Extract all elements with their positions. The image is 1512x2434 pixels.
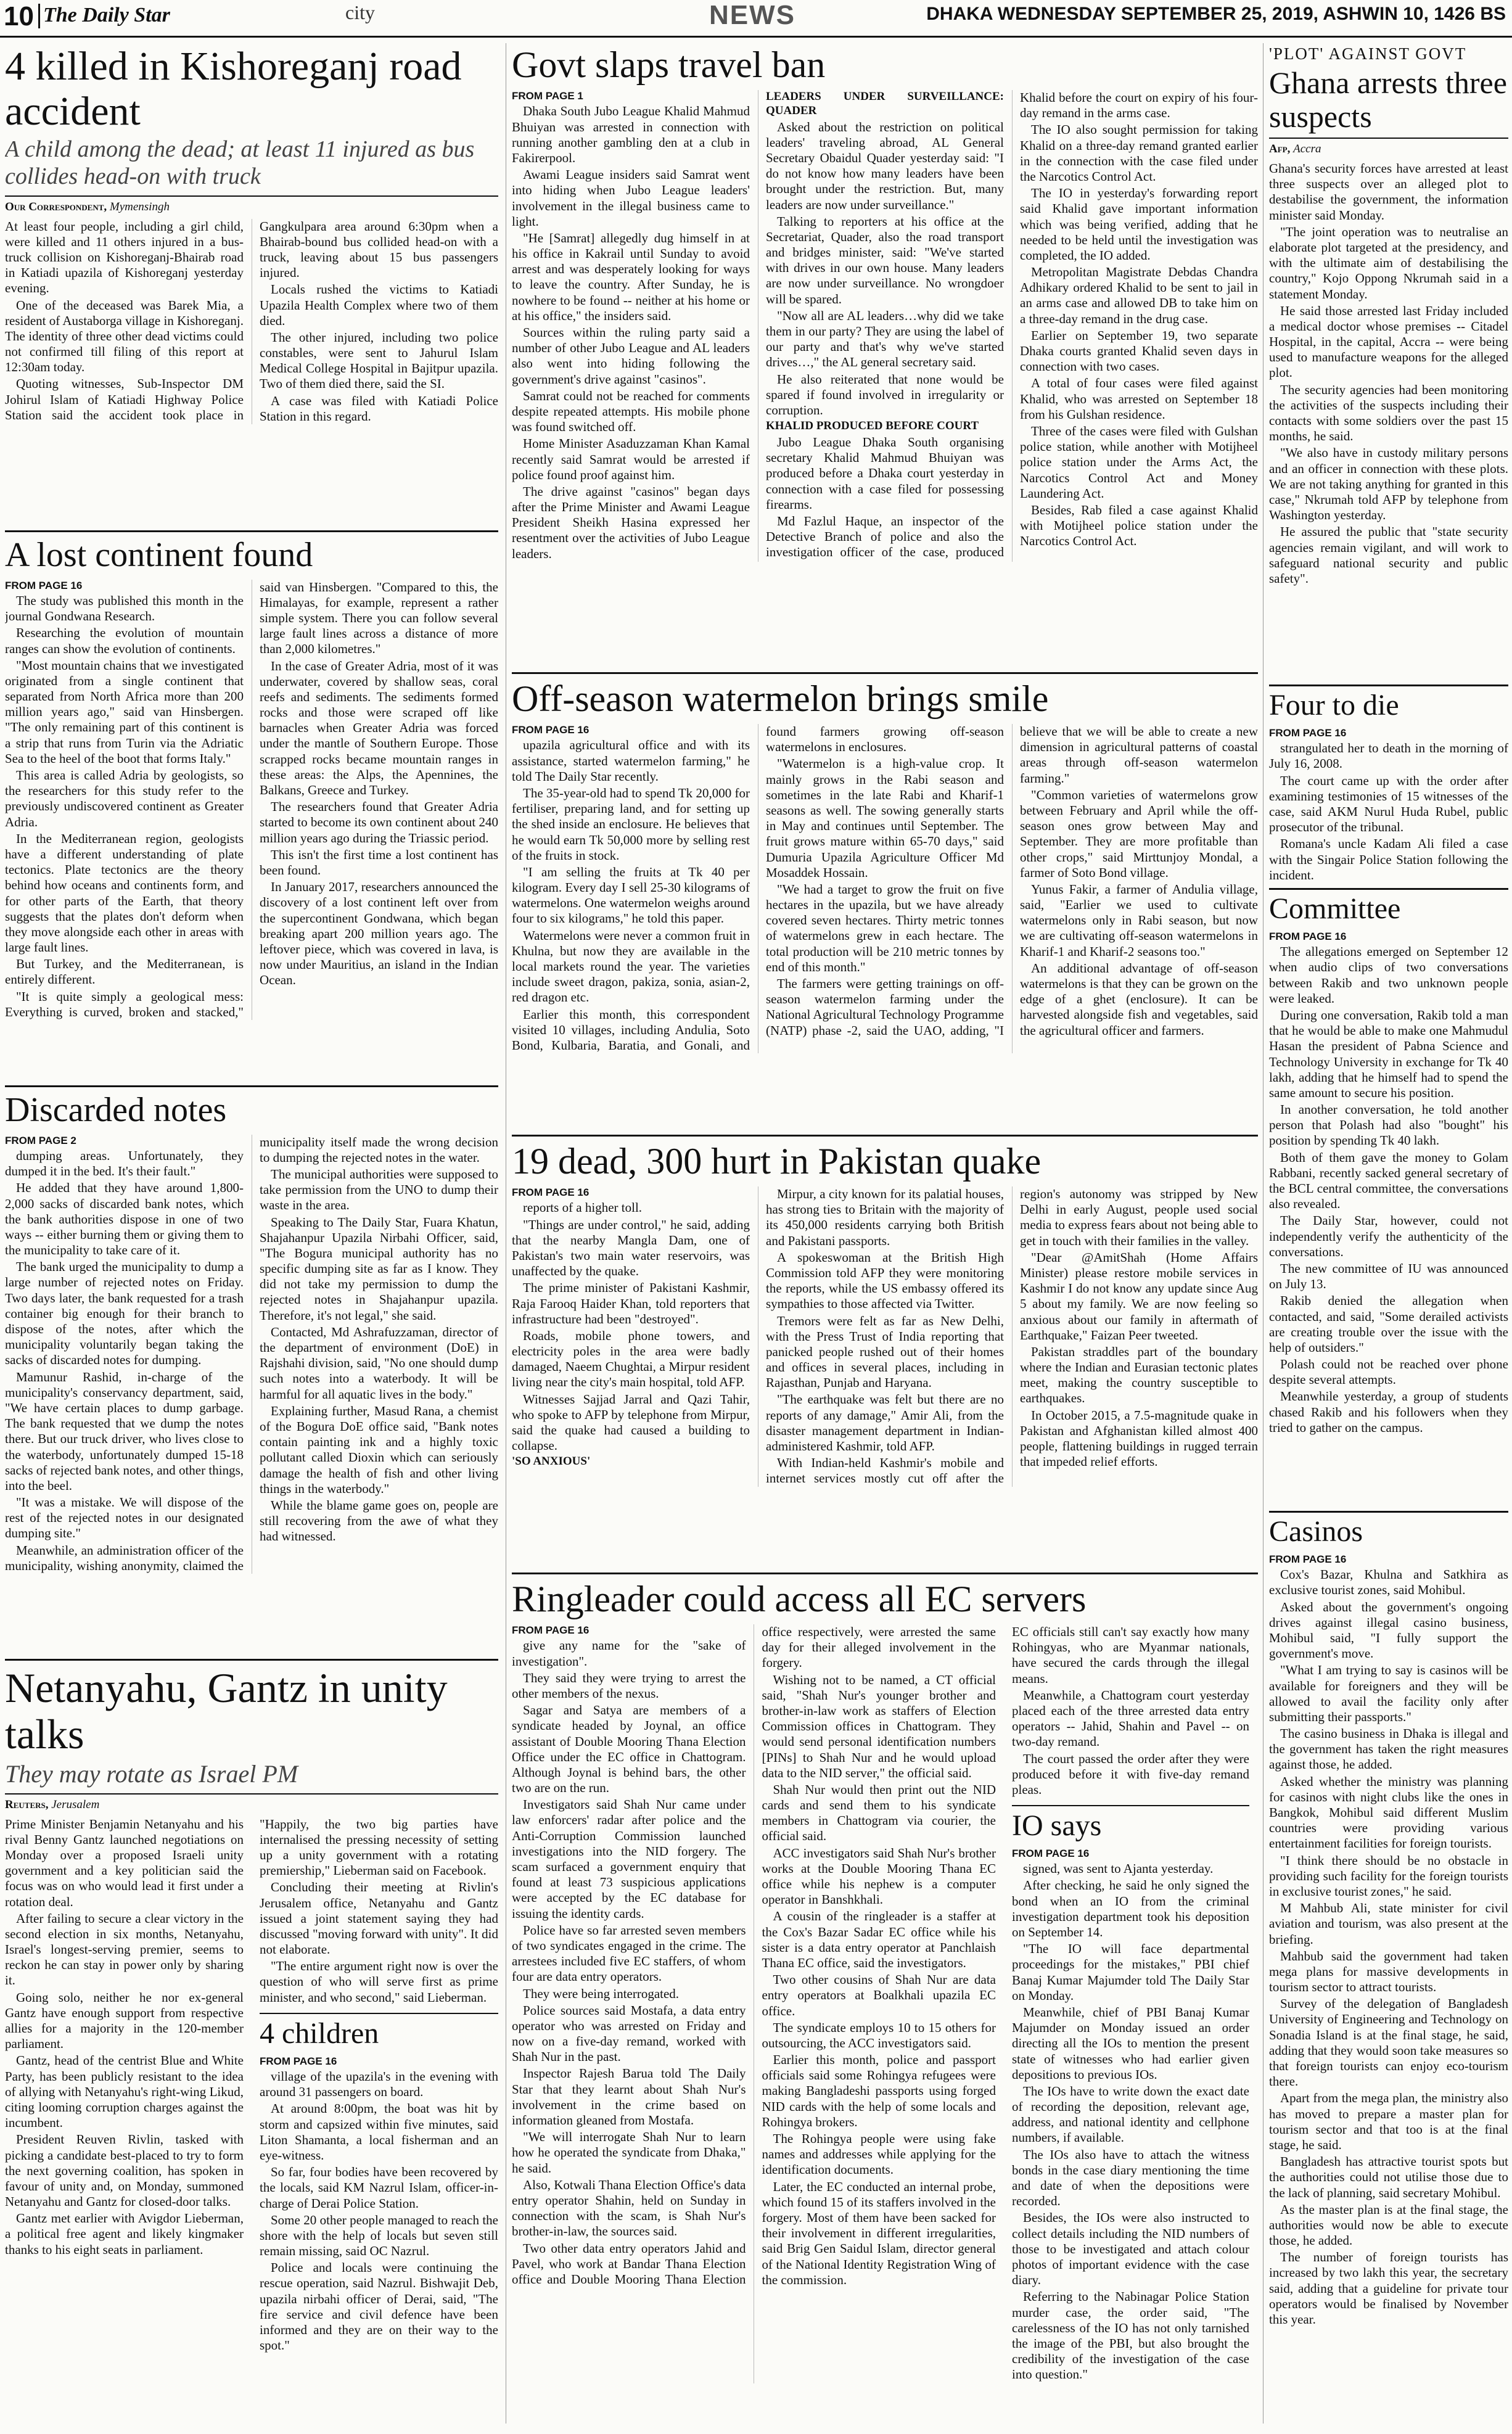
paragraph: The IO in yesterday's forwarding report said Khalid gave important information which was being verified, adding that he needed to be held until the investigation was completed, the IO added. — [1020, 186, 1258, 263]
paragraph: "It is quite simply a geological mess: Everything is curved, broken and stacked," said van Hinsbergen. "Compared to this, the Himalayas, for example, represent a rather simple system. There you can follow several large fault lines across a distance of more than 2,000 kilometres." — [5, 579, 498, 1019]
paragraph: The number of foreign tourists has increased by two lakh this year, the secretary said, adding that a guideline for private tour operators would be finalised by November this year. — [1269, 2250, 1508, 2327]
story-separator — [512, 1573, 1258, 1574]
story-body — [5, 580, 498, 1020]
paragraph: The drive against "casinos" began days after the Prime Minister and Awami League President Sheikh Hasina expressed her resentment over the activities of Jubo League leaders. — [512, 483, 750, 561]
paragraph: Apart from the mega plan, the ministry also has moved to prepare a master plan for tourism sector and that too is at the final stage, he said. — [1269, 2091, 1508, 2152]
paragraph: Rakib denied the allegation when contacted, and said, "Some derailed activists are creating trouble over the issue with the help of outsiders." — [1269, 1293, 1508, 1355]
paragraph: Gantz met earlier with Avigdor Lieberman, a political free agent and likely kingmaker thanks to his eight seats in parliament. — [5, 2211, 244, 2257]
paragraph: A spokeswoman at the British High Commission told AFP they were monitoring the reports, while the US embassy offered its sympathies to those affected via Twitter. — [766, 1249, 1004, 1312]
section-title: NEWS — [709, 0, 795, 30]
story-body — [5, 219, 498, 424]
paragraph: "Happily, the two big parties have internalised the pressing necessity of setting up a unity government with a rotating premiership," Lieberman said on Facebook. — [260, 1816, 498, 1878]
masthead — [0, 0, 1512, 38]
subheading: LEADERS UNDER SURVEILLANCE: QUADER — [766, 90, 1004, 117]
paragraph: Quoting witnesses, Sub-Inspector DM Johirul Islam of Katiadi Highway Police Station said the accident took place in Gangkulpara area around 6:30pm when a Bhairab-bound bus collided head-on with a truck, leaving about 15 bus passengers injured. — [5, 218, 498, 422]
paragraph: Meanwhile yesterday, a group of students chased Rakib and his followers when they tried to gather on the campus. — [1269, 1389, 1508, 1435]
paragraph: The court came up with the order after examining testimonies of 15 witnesses of the case, said AKM Nurul Huda Rubel, public prosecutor of the tribunal. — [1269, 773, 1508, 835]
headline: A lost continent found — [5, 537, 313, 574]
paragraph: Dhaka South Jubo League Khalid Mahmud Bhuiyan was arrested in connection with running another gambling den at a club in Fakirerpool. — [512, 104, 750, 165]
paragraph: Yunus Fakir, a farmer of Andulia village, said, "Earlier we used to cultivate watermelons only in Rabi season, but now we are cultivating off-season watermelons in Kharif-1 and Kharif-2 seasons too." — [1020, 881, 1258, 959]
paragraph: The 35-year-old had to spend Tk 20,000 for fertiliser, preparing land, and for setting up the shed inside an enclosure. He believes that he would earn Tk 50,000 more by selling rest of the fruits in stock. — [512, 785, 750, 863]
paragraph: Police sources said Mostafa, a data entry operator who was arrested on Friday and now on a five-day remand, worked with Shah Nur in the past. — [512, 2002, 746, 2065]
paragraph: Mirpur, a city known for its palatial houses, has strong ties to Britain with the majority of its 450,000 residents carrying both British and Pakistani passports. — [766, 1186, 1004, 1248]
story-discarded-notes — [5, 1092, 498, 1653]
paragraph: "The earthquake was felt but there are no reports of any damage," Amir Ali, from the disaster management department in Indian-administered Kashmir, told AFP. — [766, 1392, 1004, 1453]
paragraph: reports of a higher toll. — [523, 1200, 643, 1215]
section-label: city — [345, 1, 375, 23]
byline-author: Reuters, — [5, 1798, 49, 1811]
headline: Discarded notes — [5, 1092, 227, 1129]
paragraph: "He [Samrat] allegedly dug himself in at his office in Kakrail until Sunday to avoid arrest and was desperately looking for ways to leave the country. After Sunday, he is nowhere to be found -- neither at his home or at his office," the insiders said. — [512, 230, 750, 323]
paragraph: The IOs also have to attach the witness bonds in the case diary mentioning the time and date of when the depositions were recorded. — [1012, 2147, 1249, 2209]
paragraph: Survey of the delegation of Bangladesh University of Engineering and Technology on Sonadia Island is at the final stage, he said, adding that they would soon take measures so that foreign tourists can enjoy eco-tourism there. — [1269, 1996, 1508, 2089]
story-body — [1012, 1848, 1249, 2384]
paragraph: Speaking to The Daily Star, Fuara Khatun, Shajahanpur Upazila Nirbahi Officer, said, "The Bogura municipal authority has no specific dumping site as far as I know. They did not take my permission to dump the rejected notes in Shajahanpur upazila. Therefore, it's not legal," she said. — [260, 1214, 498, 1323]
paragraph: The IO also sought permission for taking Khalid on a three-day remand granted earlier in the connection with the case filed under the Narcotics Control Act. — [1020, 122, 1258, 184]
story-body — [260, 1817, 498, 2007]
continuation-label: FROM PAGE 16 — [5, 579, 83, 591]
paragraph: Romana's uncle Kadam Ali filed a case with the Singair Police Station following the incident. — [1269, 836, 1508, 882]
story-4-children — [260, 2013, 498, 2355]
story-body — [1269, 161, 1508, 588]
story-io-says — [1012, 1805, 1249, 2383]
paragraph: Both of them gave the money to Golam Rabbani, recently sacked general secretary of the BCL central committee, the conversations also revealed. — [1269, 1149, 1508, 1212]
paragraph: "The joint operation was to neutralise an elaborate plot targeted at the presidency, and with the ultimate aim of destabilising the country," Kojo Oppong Nkrumah said in a statement Monday. — [1269, 224, 1508, 302]
paragraph: The court passed the order after they were produced before it with five-day remand pleas. — [1012, 1751, 1249, 1797]
paragraph: Besides, Rab filed a case against Khalid with Motijheel police station under the Narcotics Control Act. — [1020, 502, 1258, 549]
deck: They may rotate as Israel PM — [5, 1759, 298, 1788]
paragraph: The bank urged the municipality to dump a large number of rejected notes on Friday. Two days later, the bank requested for a trash container big enough for their branch to dispose of the notes, after which the municipality voluntarily began taking the sacks of discarded notes for dumping. — [5, 1259, 244, 1368]
paragraph: Samrat could not be reached for comments despite repeated attempts. His mobile phone was found switched off. — [512, 388, 750, 435]
paragraph: Metropolitan Magistrate Debdas Chandra Adhikary ordered Khalid to be sent to jail in an arms case and allowed DB to take him on a three-day remand in the drug case. — [1020, 265, 1258, 326]
story-body — [1012, 1624, 1249, 1799]
paragraph: Tremors were felt as far as New Delhi, with the Press Trust of India reporting that panicked people rushed out of their homes and offices in several places, including in Rajasthan, Punjab and Haryana. — [766, 1313, 1004, 1391]
paragraph: "The IO will face departmental proceedings for the mistakes," PBI chief Banaj Kumar Majumder told The Daily Star on Monday. — [1012, 1941, 1249, 2003]
story-separator — [512, 1135, 1258, 1137]
paragraph: Police and locals were continuing the rescue operation, said Nazrul. Bishwajit Deb, upazila nirbahi officer of Derai, said, "The fire service and civil defence have been informed and they are on their way to the spot." — [260, 2260, 498, 2353]
paragraph: Two other cousins of Shah Nur are data entry operators at Boalkhali upazila EC office. — [762, 1972, 996, 2018]
paragraph: Mahbub said the government had taken mega plans for massive developments in tourism sector to attract tourists. — [1269, 1948, 1508, 1995]
paragraph: But Turkey, and the Mediterranean, is entirely different. — [5, 956, 244, 987]
story-committee — [1269, 893, 1508, 1510]
paragraph: Earlier on September 19, two separate Dhaka courts granted Khalid seven days in connection with two cases. — [1020, 327, 1258, 374]
paragraph: The IOs have to write down the exact date of recording the deposition, relevant age, address, and national identity and cellphone numbers, if available. — [1012, 2083, 1249, 2145]
story-travel-ban — [512, 44, 1258, 680]
story-four-to-die — [1269, 689, 1508, 899]
paragraph: The syndicate employs 10 to 15 others for outsourcing, the ACC investigators said. — [762, 2020, 996, 2050]
paragraph: The prime minister of Pakistani Kashmir, Raja Farooq Haider Khan, told reporters that infrastructure had been "destroyed". — [512, 1280, 750, 1326]
byline-author: Our Correspondent, — [5, 200, 107, 213]
story-body-wrap — [5, 1812, 498, 2355]
paragraph: Bangladesh has attractive tourist spots but the authorities could not utilise those due to the lack of planning, said secretary Mohibul. — [1269, 2154, 1508, 2200]
story-ringleader — [512, 1579, 1258, 2430]
paragraph: "Now all are AL leaders…why did we take them in our party? They are using the label of our party and that's why we've started drives…," the AL general secretary said. — [766, 308, 1004, 370]
paragraph: signed, was sent to Ajanta yesterday. — [1023, 1861, 1214, 1877]
paragraph: He said those arrested last Friday included a medical doctor whose premises -- Citadel Hospital, in the capital, Accra -- were being used to manufacture weapons for the alleged plot. — [1269, 303, 1508, 380]
paragraph: Witnesses Sajjad Jarral and Qazi Tahir, who spoke to AFP by telephone from Mirpur, said the quake had caused a building to collapse. — [512, 1391, 750, 1453]
paragraph: In January 2017, researchers announced the discovery of a lost continent left over from the supercontinent Gondwana, which began breaking apart 200 million years ago. The leftover piece, which was covered in lava, is now under Mauritius, an island in the Indian Ocean. — [260, 879, 498, 988]
paragraph: Earlier this month, police and passport officials said some Rohingya refugees were making Bangladeshi passports using forged NID cards with the help of some locals and Rohingya brokers. — [762, 2052, 996, 2129]
paragraph: As the master plan is at the final stage, the authorities would now be able to execute those, he added. — [1269, 2202, 1508, 2248]
paragraph: At least four people, including a girl child, were killed and 11 others injured in a bus-truck collision on Kishoreganj-Bhairab road in Katiadi upazila of Kishoreganj yesterday evening. — [5, 218, 244, 296]
paragraph: President Reuven Rivlin, tasked with picking a candidate best-placed to try to form the next governing coalition, has spoken in favour of unity and, on Monday, summoned Netanyahu and Gantz for closed-door talks. — [5, 2132, 244, 2210]
page-number: 10 — [4, 1, 34, 31]
paragraph: Referring to the Nabinagar Police Station murder case, the order said, "The carelessness of the IO has not only tarnished the image of the PBI, but also brought the credibility of the investigation of the case into question." — [1012, 2289, 1249, 2382]
paragraph: Two other data entry operators Jahid and Pavel, who work at Bandar Thana Election office and Double Mooring Thana Election office respectively, were arrested the same day for their alleged involvement in the forgery. — [512, 1624, 996, 2287]
story-separator — [1269, 1511, 1508, 1513]
paragraph: ACC investigators said Shah Nur's brother works at the Double Mooring Thana EC office while his nephew is a computer operator in Banshkhali. — [762, 1845, 996, 1907]
headline: 19 dead, 300 hurt in Pakistan quake — [512, 1141, 1042, 1182]
paragraph: Gantz, head of the centrist Blue and White Party, has been publicly resistant to the idea of allying with Netanyahu's right-wing Likud, citing looming corruption charges against the incumbent. — [5, 2053, 244, 2131]
story-body — [512, 1624, 996, 2383]
paragraph: At around 8:00pm, the boat was hit by storm and capsized within five minutes, said Liton Shamanta, a local fisherman and an eye-witness. — [260, 2101, 498, 2163]
paragraph: Inspector Rajesh Barua told The Daily Star that they learnt about Shah Nur's involvement in the crime based on information gleaned from Mostafa. — [512, 2066, 746, 2128]
story-ghana — [1269, 44, 1508, 686]
paragraph: dumping areas. Unfortunately, they dumped it in the bed. It's their fault." — [5, 1148, 244, 1179]
story-separator — [1269, 888, 1508, 890]
story-body — [5, 1817, 244, 2355]
paragraph: Explaining further, Masud Rana, a chemist of the Bogura DoE office said, "Bank notes contain painting ink and a highly toxic pollutant called Dioxin which can seriously damage the health of fish and other living things in the waterbody." — [260, 1403, 498, 1496]
paragraph: With Indian-held Kashmir's mobile and internet services mostly cut off after the region's autonomy was stripped by New Delhi in early August, people used social media to express fears about not being able to get in touch with their families in the valley. — [766, 1186, 1258, 1486]
continuation-label: FROM PAGE 16 — [1269, 930, 1347, 942]
paragraph: The allegations emerged on September 12 when audio clips of two conversations between Rakib and two unknown people were leaked. — [1269, 944, 1508, 1006]
issue-date: DHAKA WEDNESDAY SEPTEMBER 25, 2019, ASHWIN 10, 1426 BS — [926, 4, 1506, 24]
byline-author: Afp, — [1269, 142, 1291, 155]
story-separator — [5, 1659, 498, 1661]
paragraph: Contacted, Md Ashrafuzzaman, director of the department of environment (DoE) in Rajshahi division, said, "No one should dump such notes into a waterbody. It will be harmful for all aquatic lives in the body." — [260, 1324, 498, 1402]
paragraph: Investigators said Shah Nur came under law enforcers' radar after police and the Anti-Corruption Commission launched investigations into the NID forgery. The scam surfaced a government enquiry that found at least 73 suspicious applications were accepted by the EC database for issuing the identity cards. — [512, 1797, 746, 1921]
masthead-divider — [38, 4, 40, 28]
paragraph: The study was published this month in the journal Gondwana Research. — [5, 593, 244, 624]
paragraph: Md Fazlul Haque, an inspector of the Detective Branch of police and also the investigation officer of the case, produced Khalid before the court on expiry of his four-day remand in the arms case. — [766, 90, 1258, 560]
paragraph: Asked about the restriction on political leaders' traveling abroad, AL General Secretary Obaidul Quader yesterday said: "I do not know how many leaders have been brought under the restriction. But, many leaders are now under surveillance." — [766, 119, 1004, 212]
paragraph: village of the upazila's in the evening with around 31 passengers on board. — [260, 2069, 498, 2100]
paragraph: "What I am trying to say is casinos will be available for foreigners and they will be allowed to avail the facility only after submitting their passports." — [1269, 1663, 1508, 1724]
paragraph: "We also have in custody military persons and an officer in connection with these plots. We are not taking anything for granted in this case," Nkrumah told AFP by telephone from Washington yesterday. — [1269, 445, 1508, 523]
story-body — [1269, 727, 1508, 884]
paragraph: Concluding their meeting at Rivlin's Jerusalem office, Netanyahu and Gantz issued a joint statement saying they had discussed "moving forward with unity". It did not elaborate. — [260, 1880, 498, 1957]
paragraph: In another conversation, he told another person that Polash had also "bought" his position by spending Tk 40 lakh. — [1269, 1102, 1508, 1148]
paragraph: Police have so far arrested seven members of two syndicates engaged in the crime. The arrestees included five EC staffers, of whom four are data entry operators. — [512, 1922, 746, 1984]
byline-place: Mymensingh — [109, 200, 170, 213]
paragraph: While the blame game goes on, people are still recovering from the awe of what they had witnessed. — [260, 1497, 498, 1544]
subheading: 'SO ANXIOUS' — [512, 1455, 591, 1468]
paragraph: Prime Minister Benjamin Netanyahu and his rival Benny Gantz launched negotiations on Monday over a proposed Israeli unity government and a key politician said the focus was on who would lead it first under a rotation deal. — [5, 1816, 244, 1909]
kicker: 'PLOT' AGAINST GOVT — [1269, 44, 1467, 63]
story-watermelon — [512, 678, 1258, 1122]
paragraph: Also, Kotwali Thana Election Office's data entry operator Shahin, held on Sunday in connection with the scam, is Shah Nur's brother-in-law, the sources said. — [512, 2177, 746, 2239]
continuation-label: FROM PAGE 16 — [512, 724, 590, 736]
story-right-column — [1012, 1619, 1249, 2383]
paragraph: give any name for the "sake of investigation". — [512, 1638, 746, 1669]
paragraph: He assured the public that "state security agencies remain vigilant, and will work to safeguard national security and public safety". — [1269, 524, 1508, 586]
paragraph: Watermelons were never a common fruit in Khulna, but now they are available in the local markets round the year. The varieties include sweet dragon, pakiza, sonia, asian-2, red dragon etc. — [512, 927, 750, 1005]
paragraph: The municipal authorities were supposed to take permission from the UNO to dump their waste in the area. — [260, 1166, 498, 1213]
byline-place: Jerusalem — [51, 1798, 100, 1811]
paragraph: Roads, mobile phone towers, and electricity poles in the area were badly damaged, Naeem Chughtai, a Mirpur resident living near the city's main hospital, told AFP. — [512, 1328, 750, 1390]
paragraph: In October 2015, a 7.5-magnitude quake in Pakistan and Afghanistan killed almost 400 people, flattening buildings in rugged terrain that impeded relief efforts. — [1020, 1407, 1258, 1470]
headline: 4 killed in Kishoreganj road accident — [5, 44, 462, 134]
byline-place: Accra — [1293, 142, 1321, 155]
paragraph: Home Minister Asaduzzaman Khan Kamal recently said Samrat would be arrested if police found proof against him. — [512, 436, 750, 482]
paragraph: "We had a target to grow the fruit on five hectares in the upazila, but we have already covered seven hectares. Thirty metric tonnes of watermelons grew in each hectare. The total production will be 210 metric tonnes by end of this month." — [766, 881, 1004, 974]
paragraph: "Common varieties of watermelons grow between February and April while the off-season ones grow between May and September. They are more profitable than other crops," said Mirttunjoy Mondal, a farmer of Soto Bond village. — [1020, 787, 1258, 880]
paragraph: Three of the cases were filed with Gulshan police station, while another with Motijheel police station under the Arms Act, the Narcotics Control Act and Money Laundering Act. — [1020, 423, 1258, 501]
byline — [5, 195, 498, 214]
paragraph: An additional advantage of off-season watermelons is that they can be grown on the edge of a ghet (enclosure). It can be harvested alongside fish and vegetables, said the agricultural officer and farmers. — [1020, 960, 1258, 1038]
story-body-wrap — [512, 1619, 1258, 2383]
story-netanyahu — [5, 1665, 498, 2430]
continuation-label: FROM PAGE 16 — [512, 1186, 590, 1198]
headline: IO says — [1012, 1809, 1102, 1843]
continuation-label: FROM PAGE 2 — [5, 1134, 76, 1146]
story-right-column — [260, 1812, 498, 2355]
story-separator — [5, 530, 498, 532]
paragraph: Asked about the government's ongoing drives against illegal casino business, Mohibul said, "I fully support the government's move. — [1269, 1599, 1508, 1661]
paragraph: "Things are under control," he said, adding that the nearby Mangla Dam, one of Pakistan's two main water reservoirs, was unaffected by the quake. — [512, 1217, 750, 1279]
subheading: KHALID PRODUCED BEFORE COURT — [766, 419, 979, 433]
deck: A child among the dead; at least 11 injured as bus collides head-on with truck — [5, 136, 475, 189]
paragraph: This isn't the first time a lost continent has been found. — [260, 847, 498, 878]
paragraph: A total of four cases were filed against Khalid, who was arrested on September 18 from his Gulshan residence. — [1020, 376, 1258, 422]
paragraph: Wishing not to be named, a CT official said, "Shah Nur's younger brother and brother-in-law work as staffers of Election Commission offices in Chattogram. They would send personal identification numbers [PINs] to Shah Nur and he would upload data to the NID server," the official said. — [762, 1672, 996, 1780]
paragraph: "Most mountain chains that we investigated originated from a single continent that separated from North Africa more than 200 million years ago," said van Hinsbergen. "The only remaining part of this continent is a strip that runs from Turin via the Adriatic Sea to the heel of the boot that forms Italy." — [5, 657, 244, 766]
headline: Four to die — [1269, 689, 1399, 722]
paragraph: Sagar and Satya are members of a syndicate headed by Joynal, an office assistant of Double Mooring Thana Election Office under the EC office in Chattogram. Although Joynal is behind bars, the other two are on the run. — [512, 1703, 746, 1796]
story-lost-continent — [5, 537, 498, 1079]
paragraph: After failing to secure a clear victory in the second election in six months, Netanyahu, Israel's longest-serving premier, seems to reckon he can stay in power only by sharing it. — [5, 1910, 244, 1988]
paragraph: Awami League insiders said Samrat went into hiding when Jubo League leaders' involvement in the illegal business came to light. — [512, 167, 750, 229]
paragraph: Later, the EC conducted an internal probe, which found 15 of its staffers involved in the forgery. Most of them have been sacked for their involvement in different irregularities, said Brig Gen Saidul Islam, director general of the National Identity Registration Wing of the commission. — [762, 2179, 996, 2287]
paragraph: Meanwhile, an administration officer of the municipality, wishing anonymity, claimed the municipality itself made the wrong decision to dumping the rejected notes in the water. — [5, 1134, 498, 1573]
headline: Off-season watermelon brings smile — [512, 678, 1049, 719]
paragraph: Ghana's security forces have arrested at least three suspects over an alleged plot to destabilise the government, the information minister said Monday. — [1269, 161, 1508, 223]
paragraph: Meanwhile, chief of PBI Banaj Kumar Majumder on Monday issued an order directing all the IOs to mention the present state of witnesses who had earlier given depositions to previous IOs. — [1012, 2004, 1249, 2082]
paragraph: A cousin of the ringleader is a staffer at the Cox's Bazar Sadar EC office while his sister is a data entry operator at Panchlaish Thana EC office, said the investigators. — [762, 1909, 996, 1970]
paragraph: upazila agricultural office and with its assistance, started watermelon farming," he told The Daily Star recently. — [512, 738, 750, 784]
paragraph: Talking to reporters at his office at the Secretariat, Quader, also the road transport and bridges minister, said: "We've started with drives in our own house. Many leaders are now under surveillance. No wrongdoer will be spared. — [766, 213, 1004, 306]
headline: Govt slaps travel ban — [512, 44, 826, 85]
paragraph: One of the deceased was Barek Mia, a resident of Austaborga village in Kishoreganj. The identity of three other dead victims could not confirmed till filing of this report at 12:30am today. — [5, 297, 244, 375]
paragraph: The Daily Star, however, could not independently verify the authenticity of the conversations. — [1269, 1213, 1508, 1259]
paragraph: Shah Nur would then print out the NID cards and send them to his syndicate members in Chattogram via courier, the official said. — [762, 1782, 996, 1844]
story-casinos — [1269, 1516, 1508, 2428]
paragraph: "I think there should be no obstacle in providing such facility for the foreign tourists in exclusive tourist zones," he said. — [1269, 1852, 1508, 1899]
paragraph: "I am selling the fruits at Tk 40 per kilogram. Every day I sell 25-30 kilograms of watermelons. One watermelon weighs around four to six kilograms," he told this paper. — [512, 864, 750, 926]
paragraph: Some 20 other people managed to reach the shore with the help of locals but seven still remain missing, said OC Nazrul. — [260, 2212, 498, 2259]
paragraph: Asked whether the ministry was planning for casinos with night clubs like the ones in Bangkok, Mohibul said different Muslim countries were providing various entertainment facilities for foreign tourists. — [1269, 1774, 1508, 1851]
paragraph: The other injured, including two police constables, were sent to Jahurul Islam Medical College Hospital in Bajitpur upazila. Two of them died there, said the SI. — [260, 329, 498, 392]
headline: Committee — [1269, 893, 1401, 925]
story-body — [512, 1186, 1258, 1487]
headline: Netanyahu, Gantz in unity talks — [5, 1665, 448, 1758]
paragraph: Polash could not be reached over phone despite several attempts. — [1269, 1357, 1508, 1388]
story-pakistan-quake — [512, 1141, 1258, 1573]
paragraph: They said they were trying to arrest the other members of the nexus. — [512, 1670, 746, 1701]
paragraph: The farmers were getting trainings on off-season watermelon farming under the National Agricultural Technology Programme (NATP) phase -2, said the UAO, adding, "I believe that we will be able to create a new dimension in agricultural patterns of coastal areas through off-season watermelon farming." — [766, 724, 1258, 1038]
paragraph: The Rohingya people were using fake names and addresses while applying for the identification documents. — [762, 2131, 996, 2177]
paragraph: He also reiterated that none would be spared if found involved in irregularity or corruption. — [766, 371, 1004, 417]
paragraph: EC officials still can't say exactly how many Rohingyas, who are Myanmar nationals, have secured the cards through the illegal means. — [1012, 1624, 1249, 1686]
paragraph: "The entire argument right now is over the question of who will serve first as prime minister, and who second," said Lieberman. — [260, 1959, 498, 2005]
story-kishoreganj — [5, 44, 498, 525]
continuation-label: FROM PAGE 16 — [260, 2055, 337, 2067]
paragraph: He added that they have around 1,800-2,000 sacks of discarded bank notes, which the bank authorities dispose in one of two ways -- either burning them or giving them to the municipality to take care of it. — [5, 1180, 244, 1258]
paragraph: Locals rushed the victims to Katiadi Upazila Health Complex where two of them died. — [260, 282, 498, 328]
paragraph: "Dear @AmitShah (Home Affairs Minister) please restore mobile services in Kashmir I do not know any update since Aug 5 about my family. We are now feeling so anxious about our family in aftermath of Earthquake," Faizan Peer tweeted. — [1020, 1249, 1258, 1342]
paragraph: The researchers found that Greater Adria started to become its own continent about 240 million years ago during the Triassic period. — [260, 799, 498, 845]
paragraph: In the Mediterranean region, geologists have a different understanding of plate tectonics. Plate tectonics are the theory behind how oceans and continents form, and for other parts of the Earth, that theory suggests that the plates don't deform when they move alongside each other in areas with large fault lines. — [5, 831, 244, 955]
story-body — [1269, 931, 1508, 1437]
paragraph: strangulated her to death in the morning of July 16, 2008. — [1269, 741, 1508, 771]
paragraph: This area is called Adria by geologists, so the researchers for this study refer to the previously undiscovered continent as Greater Adria. — [5, 768, 244, 829]
paragraph: The new committee of IU was announced on July 13. — [1269, 1260, 1508, 1292]
paragraph: Cox's Bazar, Khulna and Satkhira as exclusive tourist zones, said Mohibul. — [1269, 1567, 1508, 1598]
story-separator — [512, 672, 1258, 674]
byline — [1269, 138, 1508, 156]
story-body — [5, 1135, 498, 1574]
paragraph: Researching the evolution of mountain ranges can show the evolution of continents. — [5, 625, 244, 656]
paragraph: Going solo, neither he nor ex-general Gantz have enough support from respective allies for a majority in the 120-member parliament. — [5, 1989, 244, 2052]
paragraph: During one conversation, Rakib told a man that he would be able to make one Mahmudul Hasan the president of Pabna Science and Technology University in exchange for Tk 40 lakh, adding that he himself had to spend the same amount to secure his position. — [1269, 1007, 1508, 1100]
paragraph: A case was filed with Katiadi Police Station in this regard. — [260, 393, 498, 424]
headline: 4 children — [260, 2017, 379, 2050]
continuation-label: FROM PAGE 1 — [512, 90, 583, 102]
paragraph: "It was a mistake. We will dispose of the rest of the rejected notes in our designated dumping site." — [5, 1495, 244, 1541]
paragraph: They were being interrogated. — [523, 1986, 680, 2001]
story-body — [512, 724, 1258, 1053]
paragraph: In the case of Greater Adria, most of it was underwater, covered by shallow seas, coral reefs and sediments. The sediments formed rocks and those were scraped off like barnacles when Greater Adria was forced under the mantle of Southern Europe. Those scrapped rocks became mountain ranges in these areas: the Alps, the Apennines, the Balkans, Greece and Turkey. — [260, 658, 498, 798]
continuation-label: FROM PAGE 16 — [1012, 1847, 1090, 1859]
paragraph: So far, four bodies have been recovered by the locals, said KM Nazrul Islam, officer-in-charge of Derai Police Station. — [260, 2165, 498, 2211]
story-body — [260, 2055, 498, 2355]
paragraph: The security agencies had been monitoring the activities of the suspects including their contacts with some soldiers over the past 15 months, he said. — [1269, 382, 1508, 444]
paragraph: Earlier this month, this correspondent visited 10 villages, including Andulia, Soto Bond, Kulbaria, Baratia, and Gonali, and found farmers growing off-season watermelons in enclosures. — [512, 724, 1004, 1053]
continuation-label: FROM PAGE 16 — [1269, 726, 1347, 739]
paragraph: M Mahbub Ali, state minister for civil aviation and tourism, was also present at the briefing. — [1269, 1901, 1508, 1947]
story-body — [1269, 1553, 1508, 2329]
paragraph: "We will interrogate Shah Nur to learn how he operated the syndicate from Dhaka," he said. — [512, 2129, 746, 2176]
continuation-label: FROM PAGE 16 — [512, 1624, 590, 1636]
paragraph: Jubo League Dhaka South organising secretary Khalid Mahmud Bhuiyan was produced before a Dhaka court yesterday in connection with a case filed for possessing firearms. — [766, 434, 1004, 512]
paragraph: The casino business in Dhaka is illegal and the government has taken the right measures against those, he added. — [1269, 1726, 1508, 1772]
paper-name: The Daily Star — [43, 4, 170, 27]
headline: Ringleader could access all EC servers — [512, 1579, 1087, 1619]
paragraph: Mamunur Rashid, in-charge of the municipality's conservancy department, said, "We have certain places to dump garbage. The bank requested that we dump the notes there. But our truck driver, who lives close to the waterbody, unfortunately dumped 15-18 sacks of rejected bank notes, and other things, into the beel. — [5, 1369, 244, 1493]
paragraph: "Watermelon is a high-value crop. It mainly grows in the Rabi season and sometimes in the late Rabi and Kharif-1 seasons as well. The sowing generally starts in May and continues until September. The fruit grows mature within 65-70 days," said Dumuria Upazila Agriculture Officer Md Mosaddek Hossain. — [766, 756, 1004, 880]
headline: Ghana arrests three suspects — [1269, 65, 1507, 134]
story-body — [512, 90, 1258, 562]
continuation-label: FROM PAGE 16 — [1269, 1553, 1347, 1565]
paragraph: Pakistan straddles part of the boundary where the Indian and Eurasian tectonic plates meet, making the country susceptible to earthquakes. — [1020, 1344, 1258, 1406]
headline: Casinos — [1269, 1516, 1363, 1548]
story-separator — [5, 1085, 498, 1087]
paragraph: Sources within the ruling party said a number of other Jubo League and AL leaders also went into hiding following the government's drive against "casinos". — [512, 325, 750, 387]
paragraph: Besides, the IOs were also instructed to collect details including the NID numbers of those to be investigated and attach colour photos of important evidence with the case diary. — [1012, 2210, 1249, 2288]
paragraph: Meanwhile, a Chattogram court yesterday placed each of the three arrested data entry operators -- Jahid, Shahin and Pavel -- on two-day remand. — [1012, 1687, 1249, 1749]
byline — [5, 1793, 498, 1812]
story-separator — [1269, 685, 1508, 686]
paragraph: After checking, he said he only signed the bond when an IO from the criminal investigation department took his deposition on September 14. — [1012, 1878, 1249, 1939]
